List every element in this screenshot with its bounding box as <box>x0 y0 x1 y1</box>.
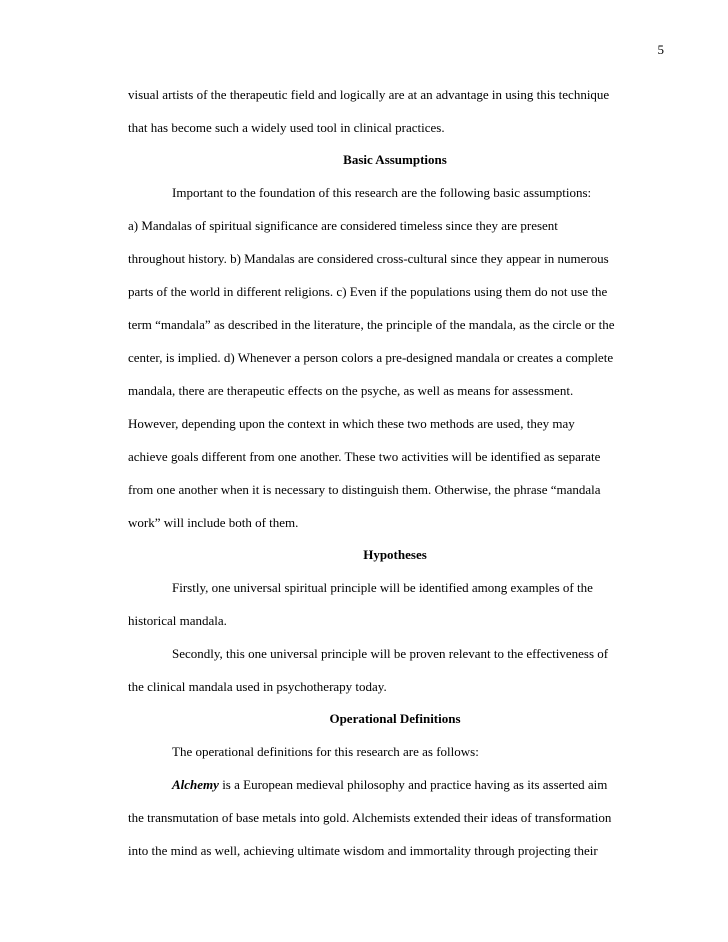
body-line: into the mind as well, achieving ultimate wisdom and immortality through projecting their <box>128 843 598 858</box>
body-line: The operational definitions for this research are as follows: <box>172 744 479 759</box>
section-heading-hypotheses: Hypotheses <box>363 547 427 562</box>
body-line: visual artists of the therapeutic field and logically are at an advantage in using this technique <box>128 87 610 102</box>
body-line: achieve goals different from one another. These two activities will be identified as separate <box>128 449 601 464</box>
body-line: center, is implied. d) Whenever a person colors a pre-designed mandala or creates a complete <box>128 350 614 365</box>
definition-text: is a European medieval philosophy and practice having as its asserted aim <box>218 777 608 792</box>
body-line: Important to the foundation of this research are the following basic assumptions: <box>172 185 592 200</box>
body-line: However, depending upon the context in which these two methods are used, they may <box>128 416 575 431</box>
body-line: throughout history. b) Mandalas are considered cross-cultural since they appear in numerous <box>128 251 609 266</box>
body-line: that has become such a widely used tool in clinical practices. <box>128 120 445 135</box>
defined-term-alchemy: Alchemy <box>172 777 219 792</box>
body-line: mandala, there are therapeutic effects on the psyche, as well as means for assessment. <box>128 383 574 398</box>
body-line: historical mandala. <box>128 613 227 628</box>
body-line: term “mandala” as described in the literature, the principle of the mandala, as the circle or the <box>128 317 615 332</box>
body-line: Secondly, this one universal principle will be proven relevant to the effectiveness of <box>172 646 609 661</box>
body-line: Firstly, one universal spiritual principle will be identified among examples of the <box>172 580 593 595</box>
body-line: parts of the world in different religions. c) Even if the populations using them do not use the <box>128 284 608 299</box>
body-line: work” will include both of them. <box>128 515 299 530</box>
definition-line-alchemy <box>172 777 607 793</box>
body-line: the clinical mandala used in psychotherapy today. <box>128 679 387 694</box>
section-heading-basic-assumptions: Basic Assumptions <box>343 152 447 167</box>
body-line: a) Mandalas of spiritual significance are considered timeless since they are present <box>128 218 558 233</box>
section-heading-operational-definitions: Operational Definitions <box>329 711 461 726</box>
page-number: 5 <box>657 42 664 57</box>
body-line: from one another when it is necessary to distinguish them. Otherwise, the phrase “mandala <box>128 482 601 497</box>
body-line: the transmutation of base metals into gold. Alchemists extended their ideas of transformation <box>128 810 612 825</box>
